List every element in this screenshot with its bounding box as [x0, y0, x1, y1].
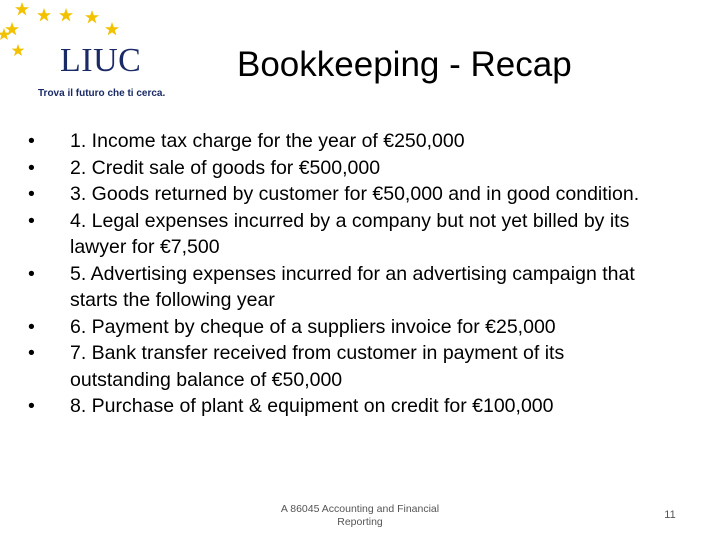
list-item: [28, 155, 668, 182]
list-item: [28, 393, 668, 420]
page-number: 11: [664, 509, 676, 521]
footer-course: A 86045 Accounting and Financial Reporting: [280, 503, 440, 528]
list-item: [28, 128, 668, 155]
bullet-icon: •: [28, 130, 35, 152]
bullet-text: 3. Goods returned by customer for €50,000 and in good condition.: [70, 183, 640, 205]
bullet-text: 6. Payment by cheque of a suppliers invoice for €25,000: [70, 315, 556, 338]
bullet-icon: •: [28, 183, 35, 205]
bullet-icon: •: [28, 315, 35, 338]
star-icon: [15, 2, 29, 16]
bullet-icon: •: [28, 209, 35, 232]
bullet-text: 8. Purchase of plant & equipment on credit for €100,000: [70, 395, 554, 417]
bullet-text: 2. Credit sale of goods for €500,000: [70, 156, 381, 179]
star-icon: [59, 8, 73, 22]
list-item: [28, 208, 668, 261]
bullet-text: 4. Legal expenses incurred by a company but not yet billed by its lawyer for €7,500: [70, 209, 630, 258]
list-item: [28, 314, 668, 341]
logo-tagline: Trova il futuro che ti cerca.: [38, 88, 166, 99]
star-icon: [12, 44, 25, 56]
bullet-text: 7. Bank transfer received from customer in payment of its outstanding balance of €50,000: [70, 342, 565, 391]
bullet-icon: •: [28, 395, 35, 417]
bullet-icon: •: [28, 262, 35, 285]
bullet-icon: •: [28, 156, 35, 179]
bullet-list: [28, 128, 668, 420]
list-item: [28, 340, 668, 393]
bullet-icon: •: [28, 342, 35, 364]
slide-title: Bookkeeping - Recap: [237, 45, 572, 84]
logo-wordmark: LIUC: [60, 42, 142, 79]
logo: [0, 0, 175, 110]
star-icon: [37, 8, 51, 22]
bullet-text: 5. Advertising expenses incurred for an advertising campaign that starts the following year: [70, 262, 635, 311]
list-item: [28, 261, 668, 314]
star-icon: [105, 22, 119, 36]
bullet-text: 1. Income tax charge for the year of €250,000: [70, 130, 465, 152]
list-item: [28, 181, 668, 208]
star-icon: [85, 10, 99, 24]
